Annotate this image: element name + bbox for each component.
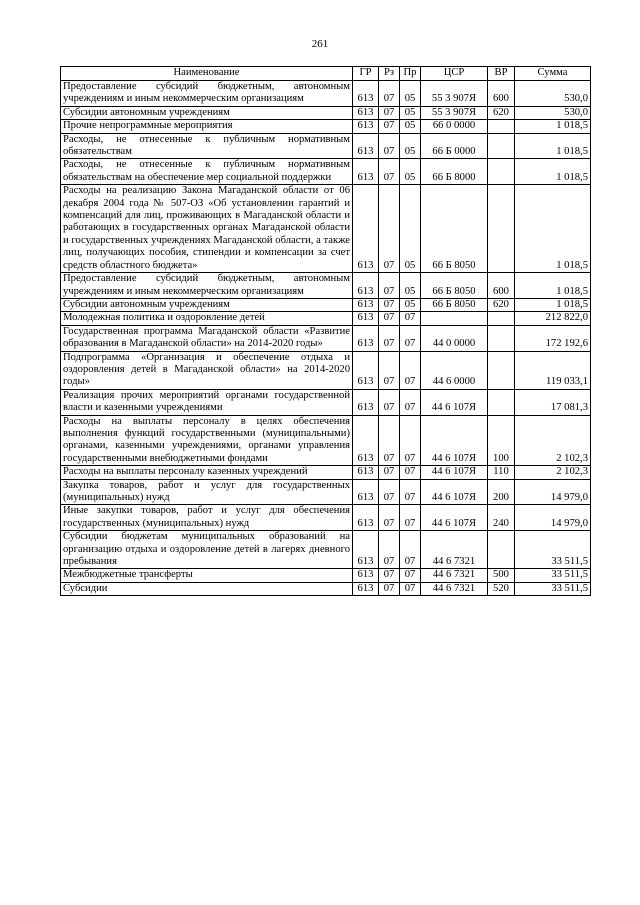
cell-rz: 07 [379, 479, 400, 505]
cell-vr: 520 [488, 582, 515, 595]
cell-vr: 200 [488, 479, 515, 505]
table-row [61, 298, 591, 311]
cell-name: Прочие непрограммные мероприятия [61, 120, 353, 133]
cell-csr: 66 Б 8050 [421, 185, 488, 273]
table-row [61, 120, 591, 133]
cell-sum: 33 511,5 [515, 569, 591, 582]
cell-rz: 07 [379, 106, 400, 119]
cell-csr: 66 0 0000 [421, 120, 488, 133]
cell-vr: 620 [488, 106, 515, 119]
cell-rz: 07 [379, 505, 400, 531]
cell-name: Субсидии [61, 582, 353, 595]
cell-vr [488, 312, 515, 325]
table-row [61, 81, 591, 107]
cell-gr: 613 [353, 312, 379, 325]
cell-gr: 613 [353, 582, 379, 595]
table-row [61, 325, 591, 351]
cell-gr: 613 [353, 273, 379, 299]
cell-gr: 613 [353, 569, 379, 582]
cell-vr [488, 531, 515, 569]
table-row [61, 466, 591, 479]
cell-csr: 55 3 907Я [421, 106, 488, 119]
cell-rz: 07 [379, 582, 400, 595]
cell-vr: 240 [488, 505, 515, 531]
cell-name: Межбюджетные трансферты [61, 569, 353, 582]
cell-rz: 07 [379, 185, 400, 273]
cell-csr: 44 6 107Я [421, 479, 488, 505]
cell-pr: 07 [400, 505, 421, 531]
table-row [61, 479, 591, 505]
cell-sum: 530,0 [515, 106, 591, 119]
cell-gr: 613 [353, 505, 379, 531]
cell-sum: 1 018,5 [515, 159, 591, 185]
cell-pr: 05 [400, 159, 421, 185]
cell-csr: 44 6 107Я [421, 505, 488, 531]
cell-sum: 119 033,1 [515, 351, 591, 389]
cell-vr: 600 [488, 81, 515, 107]
cell-csr: 44 6 7321 [421, 531, 488, 569]
cell-sum: 14 979,0 [515, 505, 591, 531]
table-row [61, 159, 591, 185]
cell-sum: 212 822,0 [515, 312, 591, 325]
cell-name: Субсидии автономным учреждениям [61, 298, 353, 311]
cell-name: Расходы на выплаты персоналу в целях обеспечения выполнения функций государственными (муниципальными) органами, казенными учреждениями, органами управления государственными внебюджетными фондами [61, 415, 353, 466]
table-row [61, 351, 591, 389]
cell-sum: 14 979,0 [515, 479, 591, 505]
cell-csr [421, 312, 488, 325]
cell-gr: 613 [353, 120, 379, 133]
cell-pr: 07 [400, 389, 421, 415]
cell-sum: 2 102,3 [515, 466, 591, 479]
cell-gr: 613 [353, 106, 379, 119]
cell-csr: 66 Б 0000 [421, 133, 488, 159]
cell-name: Предоставление субсидий бюджетным, автономным учреждениям и иным некоммерческим организациям [61, 81, 353, 107]
cell-gr: 613 [353, 415, 379, 466]
cell-gr: 613 [353, 466, 379, 479]
table-row [61, 389, 591, 415]
cell-sum: 2 102,3 [515, 415, 591, 466]
cell-pr: 07 [400, 582, 421, 595]
cell-sum: 172 192,6 [515, 325, 591, 351]
cell-name: Расходы, не отнесенные к публичным нормативным обязательствам [61, 133, 353, 159]
cell-name: Субсидии бюджетам муниципальных образований на организацию отдыха и оздоровление детей в лагерях дневного пребывания [61, 531, 353, 569]
cell-gr: 613 [353, 389, 379, 415]
cell-pr: 05 [400, 81, 421, 107]
cell-gr: 613 [353, 133, 379, 159]
cell-csr: 66 Б 8050 [421, 298, 488, 311]
cell-sum: 1 018,5 [515, 133, 591, 159]
cell-rz: 07 [379, 569, 400, 582]
header-gr: ГР [353, 67, 379, 81]
cell-gr: 613 [353, 479, 379, 505]
cell-pr: 05 [400, 133, 421, 159]
cell-vr: 620 [488, 298, 515, 311]
cell-name: Расходы, не отнесенные к публичным нормативным обязательствам на обеспечение мер социальной поддержки [61, 159, 353, 185]
cell-sum: 1 018,5 [515, 273, 591, 299]
cell-vr [488, 185, 515, 273]
cell-pr: 07 [400, 466, 421, 479]
header-name: Наименование [61, 67, 353, 81]
cell-csr: 44 6 107Я [421, 389, 488, 415]
cell-name: Государственная программа Магаданской области «Развитие образования в Магаданской области» на 2014-2020 годы» [61, 325, 353, 351]
cell-rz: 07 [379, 120, 400, 133]
cell-pr: 05 [400, 106, 421, 119]
table-row [61, 312, 591, 325]
cell-pr: 07 [400, 569, 421, 582]
cell-csr: 66 Б 8050 [421, 273, 488, 299]
cell-vr [488, 159, 515, 185]
cell-pr: 07 [400, 531, 421, 569]
cell-vr: 100 [488, 415, 515, 466]
table-row [61, 415, 591, 466]
cell-csr: 44 6 7321 [421, 569, 488, 582]
cell-sum: 33 511,5 [515, 582, 591, 595]
table-body [61, 81, 591, 596]
cell-vr [488, 325, 515, 351]
cell-rz: 07 [379, 351, 400, 389]
table-row [61, 133, 591, 159]
cell-gr: 613 [353, 81, 379, 107]
cell-csr: 44 0 0000 [421, 325, 488, 351]
table-row [61, 569, 591, 582]
cell-vr: 110 [488, 466, 515, 479]
header-vr: ВР [488, 67, 515, 81]
cell-name: Расходы на выплаты персоналу казенных учреждений [61, 466, 353, 479]
table-header-row [61, 67, 591, 81]
cell-pr: 05 [400, 120, 421, 133]
cell-name: Иные закупки товаров, работ и услуг для обеспечения государственных (муниципальных) нужд [61, 505, 353, 531]
table-row [61, 185, 591, 273]
cell-name: Предоставление субсидий бюджетным, автономным учреждениям и иным некоммерческим организациям [61, 273, 353, 299]
cell-gr: 613 [353, 351, 379, 389]
cell-vr [488, 389, 515, 415]
cell-csr: 44 6 107Я [421, 466, 488, 479]
cell-name: Реализация прочих мероприятий органами государственной власти и казенными учреждениями [61, 389, 353, 415]
table-row [61, 505, 591, 531]
cell-pr: 07 [400, 479, 421, 505]
table-row [61, 582, 591, 595]
cell-gr: 613 [353, 159, 379, 185]
cell-name: Расходы на реализацию Закона Магаданской области от 06 декабря 2004 года № 507-ОЗ «Об установлении гарантий и компенсаций для лиц, проживающих в Магаданской области и работающих в государственных органах Магаданской области и государственных учреждениях Магаданской области, а также лиц, получающих пособия, стипендии и компенсации за счет средств областного бюджета» [61, 185, 353, 273]
cell-csr: 44 6 7321 [421, 582, 488, 595]
cell-vr: 600 [488, 273, 515, 299]
cell-rz: 07 [379, 273, 400, 299]
table-row [61, 531, 591, 569]
cell-csr: 44 6 0000 [421, 351, 488, 389]
cell-sum: 530,0 [515, 81, 591, 107]
cell-vr [488, 120, 515, 133]
cell-pr: 05 [400, 273, 421, 299]
cell-pr: 05 [400, 185, 421, 273]
cell-rz: 07 [379, 531, 400, 569]
cell-name: Закупка товаров, работ и услуг для государственных (муниципальных) нужд [61, 479, 353, 505]
cell-pr: 07 [400, 351, 421, 389]
cell-rz: 07 [379, 133, 400, 159]
cell-rz: 07 [379, 81, 400, 107]
cell-gr: 613 [353, 298, 379, 311]
cell-csr: 44 6 107Я [421, 415, 488, 466]
cell-pr: 07 [400, 312, 421, 325]
cell-sum: 1 018,5 [515, 298, 591, 311]
cell-pr: 07 [400, 325, 421, 351]
page-number: 261 [311, 38, 329, 50]
cell-name: Подпрограмма «Организация и обеспечение отдыха и оздоровления детей в Магаданской области» на 2014-2020 годы» [61, 351, 353, 389]
cell-rz: 07 [379, 389, 400, 415]
header-sum: Сумма [515, 67, 591, 81]
table-row [61, 106, 591, 119]
cell-pr: 07 [400, 415, 421, 466]
table-row [61, 273, 591, 299]
cell-vr [488, 351, 515, 389]
header-pr: Пр [400, 67, 421, 81]
cell-rz: 07 [379, 415, 400, 466]
cell-rz: 07 [379, 325, 400, 351]
cell-sum: 17 081,3 [515, 389, 591, 415]
cell-name: Молодежная политика и оздоровление детей [61, 312, 353, 325]
header-csr: ЦСР [421, 67, 488, 81]
cell-sum: 33 511,5 [515, 531, 591, 569]
cell-csr: 66 Б 8000 [421, 159, 488, 185]
cell-gr: 613 [353, 185, 379, 273]
cell-sum: 1 018,5 [515, 185, 591, 273]
cell-gr: 613 [353, 325, 379, 351]
header-rz: Рз [379, 67, 400, 81]
cell-name: Субсидии автономным учреждениям [61, 106, 353, 119]
cell-sum: 1 018,5 [515, 120, 591, 133]
cell-rz: 07 [379, 312, 400, 325]
cell-gr: 613 [353, 531, 379, 569]
cell-rz: 07 [379, 298, 400, 311]
cell-rz: 07 [379, 159, 400, 185]
cell-csr: 55 3 907Я [421, 81, 488, 107]
cell-vr: 500 [488, 569, 515, 582]
cell-vr [488, 133, 515, 159]
budget-table [60, 66, 591, 596]
cell-pr: 05 [400, 298, 421, 311]
cell-rz: 07 [379, 466, 400, 479]
